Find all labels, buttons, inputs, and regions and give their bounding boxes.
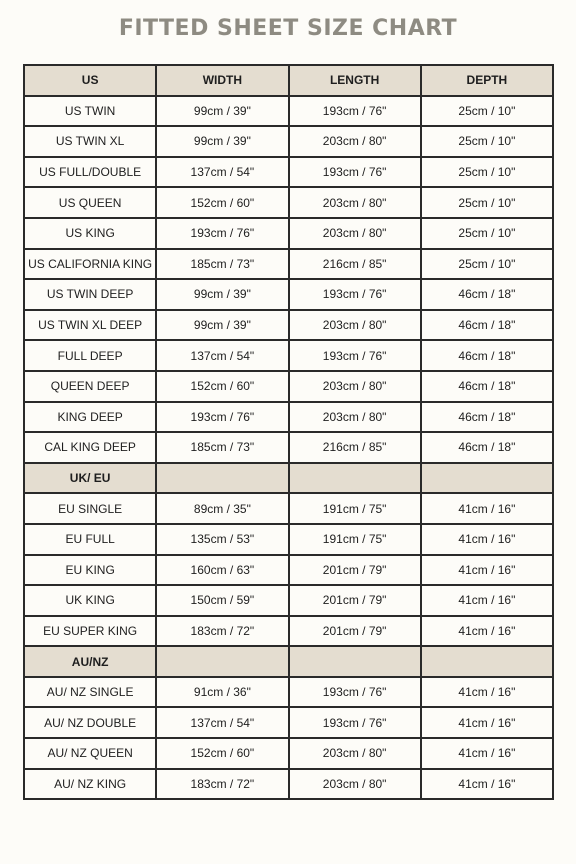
length-cell: 191cm / 75": [289, 493, 421, 524]
depth-cell: 41cm / 16": [421, 677, 553, 708]
depth-cell: 41cm / 16": [421, 769, 553, 800]
size-name-cell: US FULL/DOUBLE: [24, 157, 156, 188]
length-cell: 203cm / 80": [289, 769, 421, 800]
size-name-cell: US KING: [24, 218, 156, 249]
width-cell: 99cm / 39": [156, 279, 288, 310]
column-header-width: WIDTH: [156, 65, 288, 96]
page-title: FITTED SHEET SIZE CHART: [118, 16, 458, 41]
table-row: [24, 249, 553, 280]
length-cell: 191cm / 75": [289, 524, 421, 555]
section-label: AU/NZ: [24, 646, 156, 677]
length-cell: 193cm / 76": [289, 340, 421, 371]
table-row: [24, 96, 553, 127]
size-name-cell: QUEEN DEEP: [24, 371, 156, 402]
table-row: [24, 157, 553, 188]
length-cell: 193cm / 76": [289, 707, 421, 738]
length-cell: 193cm / 76": [289, 157, 421, 188]
section-header-row: [24, 463, 553, 494]
size-chart-body: [24, 65, 553, 799]
length-cell: 203cm / 80": [289, 126, 421, 157]
table-row: [24, 340, 553, 371]
depth-cell: 46cm / 18": [421, 279, 553, 310]
width-cell: 185cm / 73": [156, 249, 288, 280]
width-cell: 135cm / 53": [156, 524, 288, 555]
column-header-depth: DEPTH: [421, 65, 553, 96]
section-header-blank: [156, 463, 288, 494]
size-name-cell: FULL DEEP: [24, 340, 156, 371]
width-cell: 183cm / 72": [156, 616, 288, 647]
size-name-cell: EU SINGLE: [24, 493, 156, 524]
depth-cell: 41cm / 16": [421, 524, 553, 555]
depth-cell: 46cm / 18": [421, 402, 553, 433]
table-row: [24, 585, 553, 616]
width-cell: 185cm / 73": [156, 432, 288, 463]
size-name-cell: EU SUPER KING: [24, 616, 156, 647]
depth-cell: 41cm / 16": [421, 707, 553, 738]
length-cell: 201cm / 79": [289, 585, 421, 616]
size-name-cell: EU FULL: [24, 524, 156, 555]
table-row: [24, 126, 553, 157]
length-cell: 203cm / 80": [289, 187, 421, 218]
length-cell: 203cm / 80": [289, 402, 421, 433]
length-cell: 216cm / 85": [289, 249, 421, 280]
section-header-row: [24, 646, 553, 677]
depth-cell: 46cm / 18": [421, 310, 553, 341]
table-row: [24, 769, 553, 800]
table-row: [24, 371, 553, 402]
table-row: [24, 493, 553, 524]
length-cell: 193cm / 76": [289, 279, 421, 310]
section-header-blank: [289, 463, 421, 494]
section-label: UK/ EU: [24, 463, 156, 494]
table-row: [24, 279, 553, 310]
depth-cell: 25cm / 10": [421, 187, 553, 218]
depth-cell: 46cm / 18": [421, 340, 553, 371]
length-cell: 193cm / 76": [289, 96, 421, 127]
length-cell: 203cm / 80": [289, 218, 421, 249]
depth-cell: 41cm / 16": [421, 738, 553, 769]
length-cell: 201cm / 79": [289, 616, 421, 647]
table-row: [24, 677, 553, 708]
length-cell: 203cm / 80": [289, 738, 421, 769]
size-name-cell: KING DEEP: [24, 402, 156, 433]
width-cell: 152cm / 60": [156, 738, 288, 769]
width-cell: 150cm / 59": [156, 585, 288, 616]
depth-cell: 41cm / 16": [421, 555, 553, 586]
width-cell: 193cm / 76": [156, 218, 288, 249]
width-cell: 160cm / 63": [156, 555, 288, 586]
length-cell: 201cm / 79": [289, 555, 421, 586]
size-name-cell: CAL KING DEEP: [24, 432, 156, 463]
width-cell: 137cm / 54": [156, 157, 288, 188]
width-cell: 137cm / 54": [156, 340, 288, 371]
size-name-cell: US TWIN XL: [24, 126, 156, 157]
size-chart-table: [23, 64, 554, 800]
section-header-blank: [289, 646, 421, 677]
length-cell: 193cm / 76": [289, 677, 421, 708]
section-header-blank: [421, 463, 553, 494]
width-cell: 183cm / 72": [156, 769, 288, 800]
width-cell: 137cm / 54": [156, 707, 288, 738]
size-name-cell: US QUEEN: [24, 187, 156, 218]
table-row: [24, 310, 553, 341]
width-cell: 152cm / 60": [156, 371, 288, 402]
length-cell: 203cm / 80": [289, 310, 421, 341]
width-cell: 193cm / 76": [156, 402, 288, 433]
table-row: [24, 616, 553, 647]
size-name-cell: US TWIN DEEP: [24, 279, 156, 310]
size-name-cell: AU/ NZ DOUBLE: [24, 707, 156, 738]
section-header-blank: [421, 646, 553, 677]
table-row: [24, 555, 553, 586]
section-header-blank: [156, 646, 288, 677]
depth-cell: 41cm / 16": [421, 493, 553, 524]
depth-cell: 25cm / 10": [421, 96, 553, 127]
width-cell: 99cm / 39": [156, 126, 288, 157]
size-name-cell: EU KING: [24, 555, 156, 586]
length-cell: 203cm / 80": [289, 371, 421, 402]
width-cell: 99cm / 39": [156, 310, 288, 341]
width-cell: 99cm / 39": [156, 96, 288, 127]
depth-cell: 46cm / 18": [421, 432, 553, 463]
depth-cell: 25cm / 10": [421, 126, 553, 157]
width-cell: 91cm / 36": [156, 677, 288, 708]
depth-cell: 41cm / 16": [421, 616, 553, 647]
column-header-length: LENGTH: [289, 65, 421, 96]
size-name-cell: US TWIN: [24, 96, 156, 127]
depth-cell: 41cm / 16": [421, 585, 553, 616]
table-row: [24, 524, 553, 555]
depth-cell: 25cm / 10": [421, 157, 553, 188]
size-name-cell: US CALIFORNIA KING: [24, 249, 156, 280]
size-name-cell: AU/ NZ KING: [24, 769, 156, 800]
size-name-cell: US TWIN XL DEEP: [24, 310, 156, 341]
depth-cell: 25cm / 10": [421, 249, 553, 280]
depth-cell: 46cm / 18": [421, 371, 553, 402]
length-cell: 216cm / 85": [289, 432, 421, 463]
depth-cell: 25cm / 10": [421, 218, 553, 249]
width-cell: 152cm / 60": [156, 187, 288, 218]
table-row: [24, 402, 553, 433]
table-row: [24, 738, 553, 769]
table-row: [24, 187, 553, 218]
size-name-cell: AU/ NZ QUEEN: [24, 738, 156, 769]
table-row: [24, 432, 553, 463]
table-row: [24, 218, 553, 249]
size-name-cell: UK KING: [24, 585, 156, 616]
column-header-region: US: [24, 65, 156, 96]
table-row: [24, 707, 553, 738]
width-cell: 89cm / 35": [156, 493, 288, 524]
section-header-row: [24, 65, 553, 96]
size-name-cell: AU/ NZ SINGLE: [24, 677, 156, 708]
